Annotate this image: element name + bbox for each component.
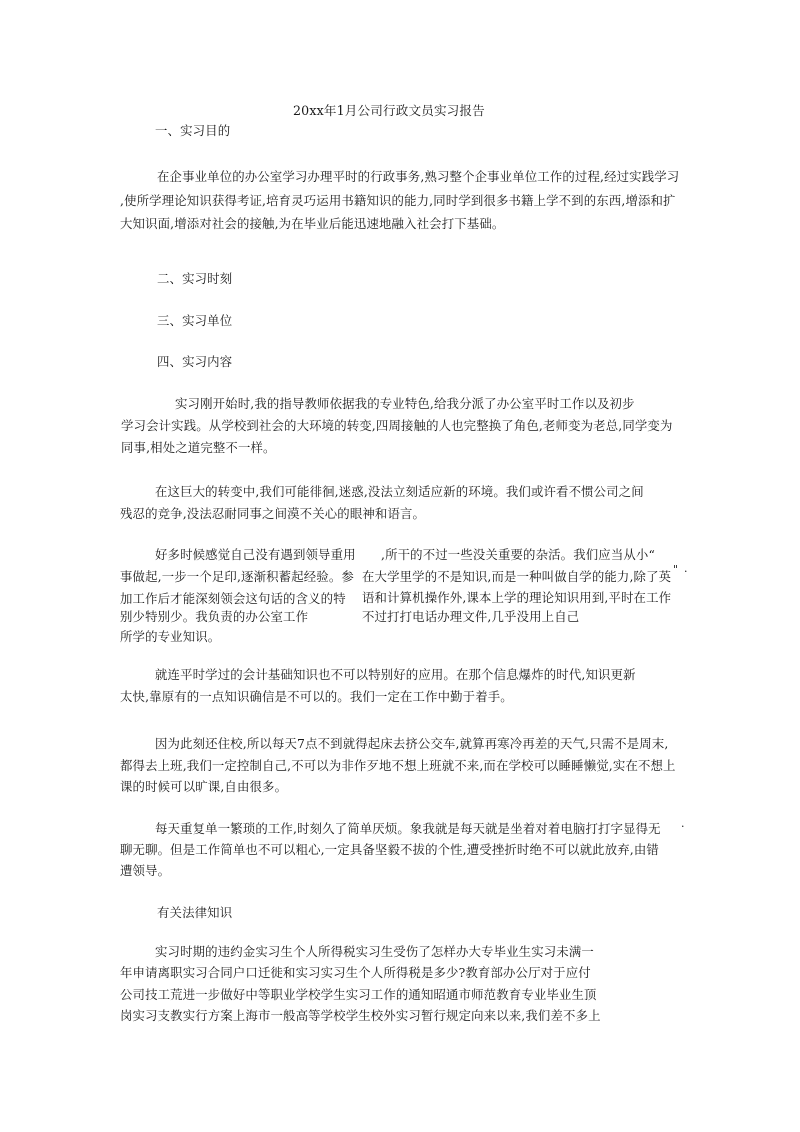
- section-heading-law: 有关法律知识: [157, 905, 233, 920]
- paragraph-line: 年申请离职实习合同户口迁徙和实习实习生个人所得税是多少?教育部办公厅对于应付: [120, 965, 591, 980]
- paragraph-line: 每天重复单一繁琐的工作,时刻久了简单厌烦。象我就是每天就是坐着对着电脑打打字显得无: [155, 821, 661, 836]
- paragraph-left-line: 所学的专业知识。: [120, 629, 221, 644]
- paragraph-right-line: ,所干的不过一些没关重要的杂活。我们应当从小“: [381, 547, 655, 562]
- paragraph-left-line: 加工作后才能深刻领会这句话的含义的特: [120, 591, 346, 606]
- stray-quote-mark: ": [673, 563, 679, 576]
- paragraph-line: 实习时期的违约金实习生个人所得税实习生受伤了怎样办大专毕业生实习未满一: [155, 944, 594, 959]
- paragraph-line: 残忍的竞争,没法忍耐同事之间漠不关心的眼神和语言。: [120, 506, 426, 521]
- paragraph-right-line: 在大学里学的不是知识,而是一种叫做自学的能力,除了英: [362, 569, 672, 584]
- paragraph-line: 同事,相处之道完整不一样。: [121, 440, 276, 455]
- paragraph-line: 聊无聊。但是工作简单也不可以粗心,一定具备坚毅不拔的个性,遭受挫折时绝不可以就此放弃,由错: [120, 842, 659, 857]
- paragraph-line: 课的时候可以旷课,自由很多。: [120, 779, 288, 794]
- paragraph-line: 都得去上班,我们一定控制自己,不可以为非作歹地不想上班就不来,而在学校可以睡睡懒觉,实在不想上: [120, 758, 676, 773]
- purpose-line: 大知识面,增添对社会的接触,为在毕业后能迅速地融入社会打下基础。: [120, 216, 505, 231]
- paragraph-left-line: 好多时候感觉自己没有遇到领导重用: [155, 547, 356, 562]
- paragraph-line: 岗实习支教实行方案上海市一般高等学校学生校外实习暂行规定向来以来,我们差不多上: [120, 1008, 601, 1023]
- paragraph-line: 实习刚开始时,我的指导教师依据我的专业特色,给我分派了办公室平时工作以及初步: [175, 396, 635, 411]
- paragraph-line: 在这巨大的转变中,我们可能徘徊,迷惑,没法立刻适应新的环境。我们或许看不惯公司之间: [155, 484, 644, 499]
- section-heading-unit: 三、实习单位: [157, 313, 233, 328]
- stray-dot-mark: ·: [684, 565, 688, 578]
- section-heading-time: 二、实习时刻: [157, 271, 233, 286]
- paragraph-line: 遭领导。: [120, 863, 171, 878]
- section-heading-purpose: 一、实习目的: [155, 123, 231, 138]
- paragraph-left-line: 事做起,一步一个足印,逐渐积蓄起经验。参: [120, 569, 354, 584]
- paragraph-line: 公司技工荒进一步做好中等职业学校学生实习工作的通知昭通市师范教育专业毕业生顶: [120, 987, 597, 1002]
- document-title: 20xx年1月公司行政文员实习报告: [293, 103, 485, 118]
- stray-dot-mark: ·: [681, 820, 685, 833]
- paragraph-left-line: 别少特别少。我负责的办公室工作: [120, 609, 309, 624]
- paragraph-line: 太快,靠原有的一点知识确信是不可以的。我们一定在工作中勤于着手。: [120, 689, 513, 704]
- paragraph-right-line: 语和计算机操作外,课本上学的理论知识用到,平时在工作: [362, 590, 672, 605]
- paragraph-line: 因为此刻还住校,所以每天7点不到就得起床去挤公交车,就算再寒冷再差的天气,只需不是周末,: [155, 736, 669, 751]
- section-heading-content: 四、实习内容: [157, 354, 233, 369]
- paragraph-right-line: 不过打打电话办理文件,几乎没用上自己: [362, 609, 580, 624]
- paragraph-line: 学习会计实践。从学校到社会的大环境的转变,四周接触的人也完整换了角色,老师变为老总,同学变为: [121, 418, 673, 433]
- purpose-line: ,使所学理论知识获得考证,培育灵巧运用书籍知识的能力,同时学到很多书籍上学不到的东西,增添和扩: [120, 193, 676, 208]
- paragraph-line: 就连平时学过的会计基础知识也不可以特别好的应用。在那个信息爆炸的时代,知识更新: [155, 667, 636, 682]
- purpose-line: 在企事业单位的办公室学习办理平时的行政事务,熟习整个企事业单位工作的过程,经过实践学习: [157, 169, 680, 184]
